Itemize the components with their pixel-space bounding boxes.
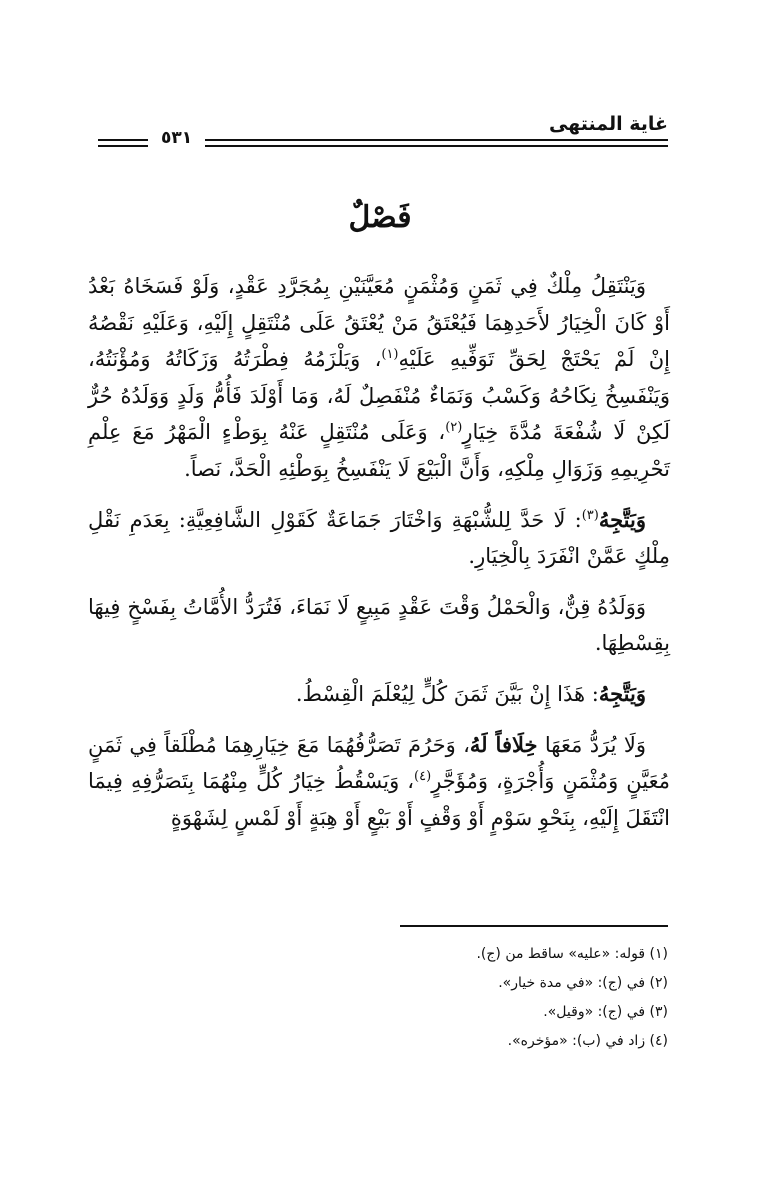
- footnote: (١) قوله: «عليه» ساقط من (ج).: [476, 946, 668, 962]
- text-segment: ، وَيَلْزَمُهُ فِطْرَتُهُ وَزَكَاتُهُ وَمُؤْنَتُهُ، وَيَنْفَسِخُ نِكَاحُهُ وَكَسْبُ وَنَمَاءٌ مُنْفَصِلٌ لَهُ، وَمَا أَوْلَدَ فَأُمُّ وَلَدٍ وَوَلَدُهُ حُرٌّ لَكِنْ لَا شُفْعَةَ مُدَّةَ خِيَارٍ: [88, 347, 670, 445]
- keyword: خِلَافاً لَهُ: [469, 731, 538, 757]
- footnote-marker: (٢): [445, 420, 463, 436]
- footnote: (٤) زاد في (ب): «مؤخره».: [507, 1033, 668, 1049]
- text-segment: : هَذَا إِنْ بَيَّنَ ثَمَنَ كُلٍّ لِيُعْلَمَ الْقِسْطُ.: [295, 681, 599, 706]
- footnotes: [300, 940, 668, 1056]
- paragraph: [88, 268, 670, 488]
- paragraph: [88, 502, 670, 575]
- section-title: فَصْلٌ: [348, 200, 412, 235]
- paragraph: [88, 589, 670, 662]
- text-segment: وَيَنْتَقِلُ مِلْكٌ فِي ثَمَنٍ وَمُثْمَنٍ مُعَيَّنَيْنِ بِمُجَرَّدِ عَقْدٍ، وَلَوْ فَسَخَاهُ بَعْدُ أَوْ كَانَ الْخِيَارُ لأَحَدِهِمَا فَيُعْتَقُ مَنْ يُعْتَقُ عَلَى مُنْتَقِلٍ إِلَيْهِ، وَعَلَيْهِ نَقْصُهُ إِنْ لَمْ يَحْتَجْ لِحَقِّ تَوَفِّيهِ عَلَيْهِ: [88, 274, 670, 372]
- text-segment: وَلَا يُرَدُّ مَعَهَا: [537, 732, 647, 757]
- footnote-marker: (٤): [414, 769, 432, 785]
- header-rule: [205, 139, 668, 141]
- text-segment: ، وَيَسْقُطُ خِيَارُ كُلٍّ مِنْهُمَا بِتَصَرُّفِهِ فِيمَا انْتَقَلَ إِلَيْهِ، بِنَحْوِ سَوْمٍ أَوْ وَقْفٍ أَوْ بَيْعٍ أَوْ هِبَةٍ أَوْ لَمْسٍ لِشَهْوَةٍ: [88, 769, 670, 830]
- page-number: ٥٣١: [161, 128, 193, 148]
- keyword: وَيَتَّجِهُ: [598, 680, 646, 706]
- text-segment: ، وَعَلَى مُنْتَقِلٍ عَنْهُ بِوَطْءٍ الْمَهْرُ مَعَ عِلْمِ تَحْرِيمِهِ وَزَوَالِ مِلْكِهِ، وَأَنَّ الْبَيْعَ لَا يَنْفَسِخُ بِوَطْئِهِ الْحَدَّ، نَصاً.: [88, 420, 670, 481]
- footnote: (٣) في (ج): «وقيل».: [543, 1004, 668, 1020]
- text-segment: وَوَلَدُهُ قِنٌّ، وَالْحَمْلُ وَقْتَ عَقْدٍ مَبِيعٍ لَا نَمَاءَ، فَتُرَدُّ الأُمَّاتُ بِفَسْخٍ فِيهَا بِقِسْطِهَا.: [88, 594, 670, 656]
- paragraph: [88, 676, 670, 713]
- footnote-marker: (٣): [581, 507, 599, 523]
- header-rule: [205, 145, 668, 147]
- footnote-rule: [400, 925, 668, 927]
- main-text: [88, 268, 670, 850]
- footnote: (٢) في (ج): «في مدة خيار».: [498, 975, 668, 991]
- footnote-marker: (١): [381, 347, 399, 363]
- text-segment: ، وَحَرُمَ تَصَرُّفُهُمَا مَعَ خِيَارِهِمَا مُطْلَقاً فِي ثَمَنٍ مُعَيَّنٍ وَمُثْمَنٍ وَأُجْرَةٍ، وَمُؤَجَّرٍ: [88, 732, 670, 794]
- header-rule: [98, 139, 148, 141]
- keyword: وَيَتَّجِهُ: [598, 506, 646, 532]
- header-rule: [98, 145, 148, 147]
- text-segment: : لَا حَدَّ لِلشُّبْهَةِ وَاخْتَارَ جَمَاعَةٌ كَقَوْلِ الشَّافِعِيَّةِ: بِعَدَمِ نَقْلِ مِلْكٍ عَمَّنْ انْفَرَدَ بِالْخِيَارِ.: [88, 507, 670, 569]
- paragraph: [88, 727, 670, 837]
- running-title: غاية المنتهى: [548, 113, 668, 135]
